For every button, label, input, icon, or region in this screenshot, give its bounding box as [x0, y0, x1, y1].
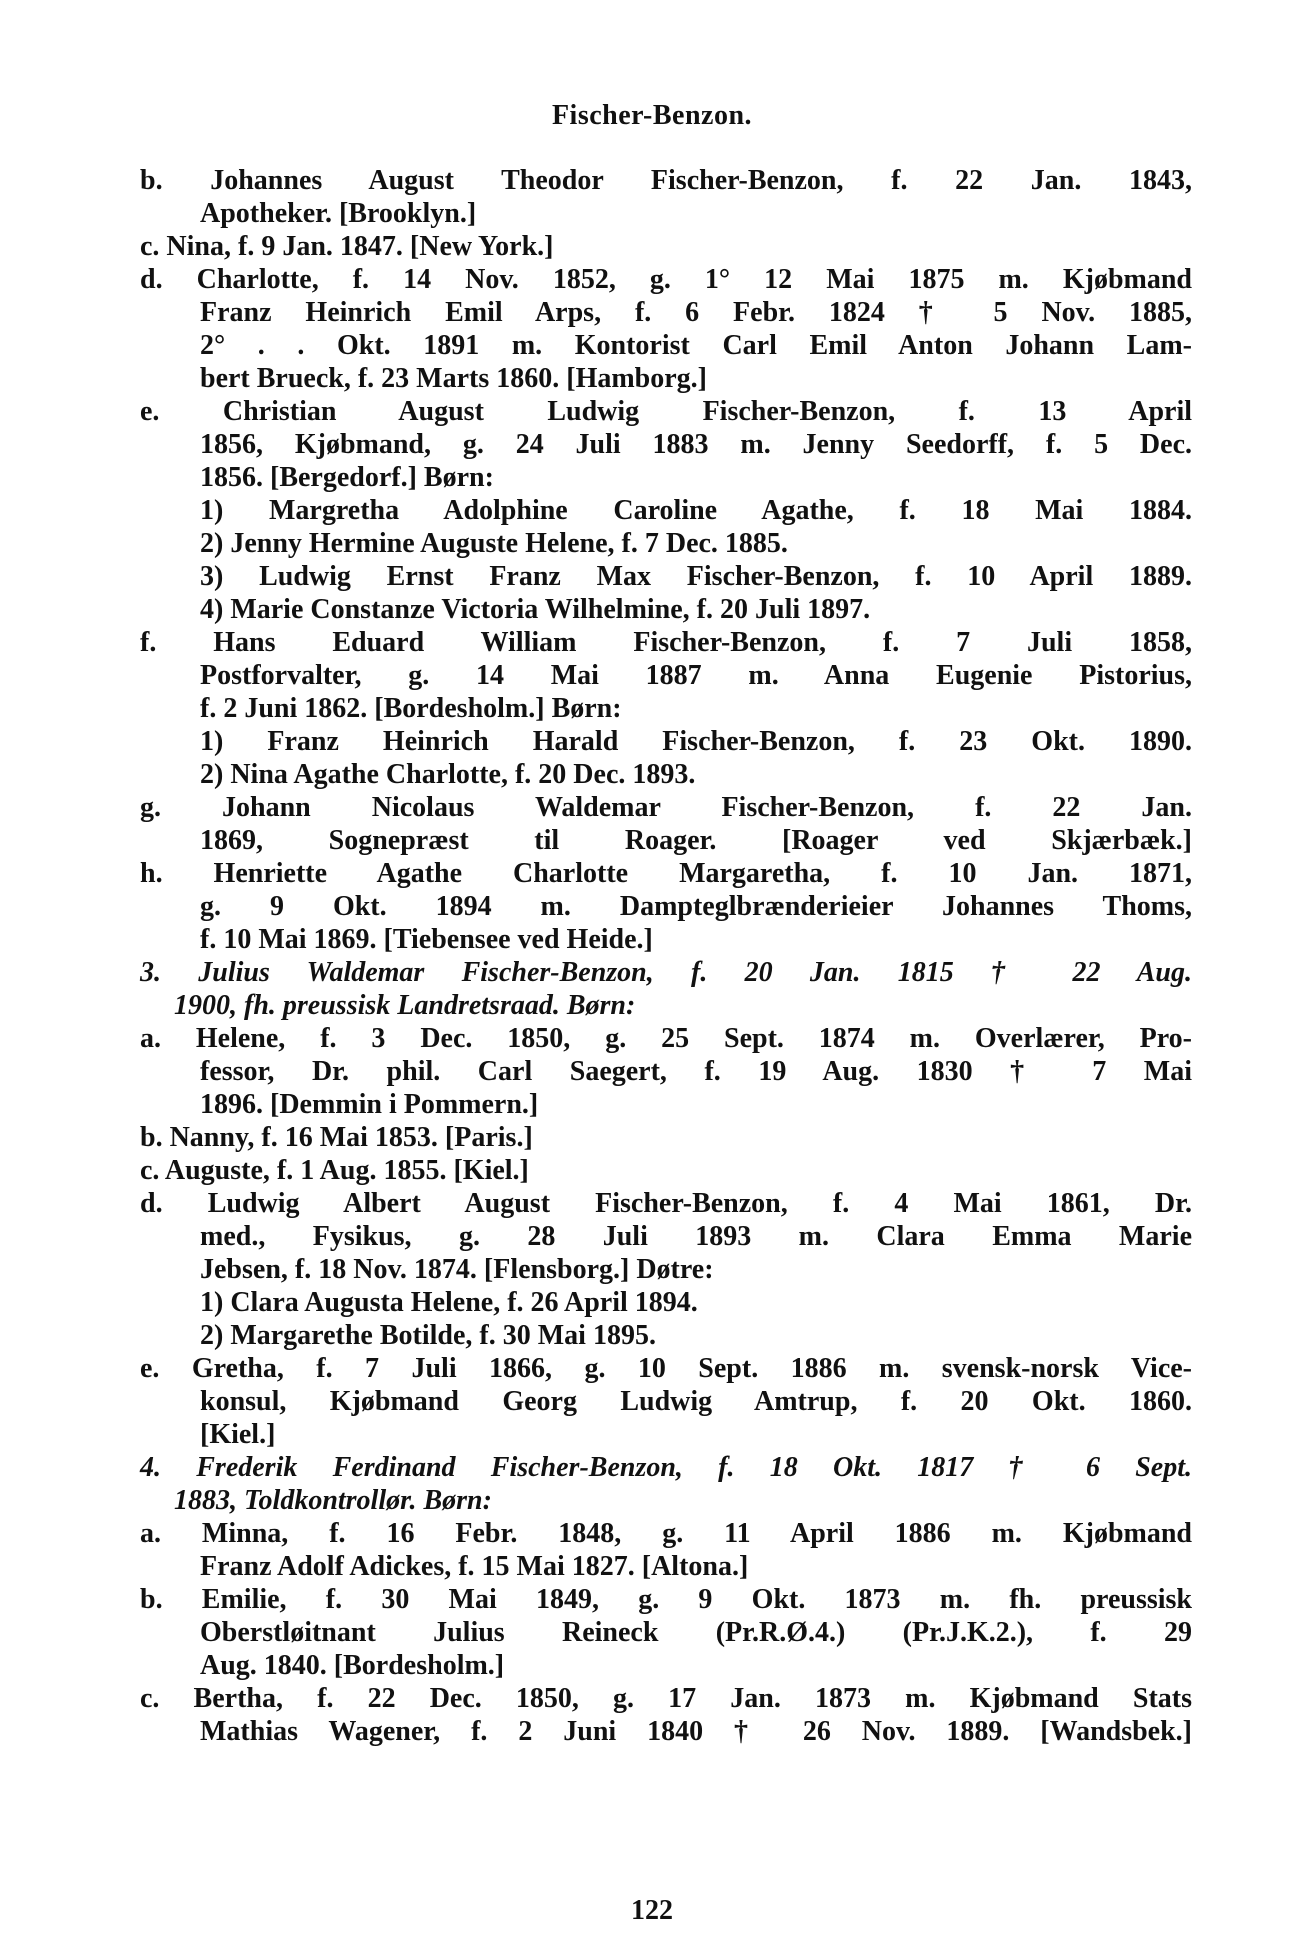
text-line: 1869, Sognepræst til Roager. [Roager ved Skjærbæk.] [200, 825, 1192, 856]
text-line: 1856, Kjøbmand, g. 24 Juli 1883 m. Jenny Seedorff, f. 5 Dec. [200, 429, 1192, 460]
text-line: e. Christian August Ludwig Fischer-Benzon, f. 13 April [140, 396, 1192, 427]
text-line: 4. Frederik Ferdinand Fischer-Benzon, f. 18 Okt. 1817 † 6 Sept. [140, 1452, 1192, 1483]
text-line: konsul, Kjøbmand Georg Ludwig Amtrup, f. 20 Okt. 1860. [200, 1386, 1192, 1417]
text-line: Mathias Wagener, f. 2 Juni 1840 † 26 Nov. 1889. [Wandsbek.] [200, 1716, 1192, 1747]
text-line: g. 9 Okt. 1894 m. Dampteglbrænderieier Johannes Thoms, [200, 891, 1192, 922]
text-line: Aug. 1840. [Bordesholm.] [200, 1650, 505, 1681]
text-line: Jebsen, f. 18 Nov. 1874. [Flensborg.] Døtre: [200, 1254, 714, 1285]
text-line: Franz Adolf Adickes, f. 15 Mai 1827. [Altona.] [200, 1551, 749, 1582]
text-line: 2° . . Okt. 1891 m. Kontorist Carl Emil Anton Johann Lam- [200, 330, 1192, 361]
text-line: 1) Clara Augusta Helene, f. 26 April 1894. [200, 1287, 698, 1318]
text-line: Franz Heinrich Emil Arps, f. 6 Febr. 1824 † 5 Nov. 1885, [200, 297, 1192, 328]
text-line: e. Gretha, f. 7 Juli 1866, g. 10 Sept. 1886 m. svensk-norsk Vice- [140, 1353, 1192, 1384]
text-line: g. Johann Nicolaus Waldemar Fischer-Benzon, f. 22 Jan. [140, 792, 1192, 823]
text-line: Postforvalter, g. 14 Mai 1887 m. Anna Eugenie Pistorius, [200, 660, 1192, 691]
page-number: 122 [631, 1895, 673, 1926]
text-line: c. Bertha, f. 22 Dec. 1850, g. 17 Jan. 1873 m. Kjøbmand Stats [140, 1683, 1192, 1714]
text-line: h. Henriette Agathe Charlotte Margaretha, f. 10 Jan. 1871, [140, 858, 1192, 889]
text-line: f. 2 Juni 1862. [Bordesholm.] Børn: [200, 693, 622, 724]
text-line: 2) Nina Agathe Charlotte, f. 20 Dec. 1893. [200, 759, 696, 790]
genealogy-text [140, 164, 1192, 1748]
text-line: b. Emilie, f. 30 Mai 1849, g. 9 Okt. 1873 m. fh. preussisk [140, 1584, 1192, 1615]
text-line: c. Auguste, f. 1 Aug. 1855. [Kiel.] [140, 1155, 529, 1186]
text-line: d. Ludwig Albert August Fischer-Benzon, f. 4 Mai 1861, Dr. [140, 1188, 1192, 1219]
text-line: 3. Julius Waldemar Fischer-Benzon, f. 20 Jan. 1815 † 22 Aug. [140, 957, 1192, 988]
text-line: a. Helene, f. 3 Dec. 1850, g. 25 Sept. 1874 m. Overlærer, Pro- [140, 1023, 1192, 1054]
text-line: 3) Ludwig Ernst Franz Max Fischer-Benzon, f. 10 April 1889. [200, 561, 1192, 592]
text-line: 1856. [Bergedorf.] Børn: [200, 462, 494, 493]
text-line: a. Minna, f. 16 Febr. 1848, g. 11 April 1886 m. Kjøbmand [140, 1518, 1192, 1549]
text-line: d. Charlotte, f. 14 Nov. 1852, g. 1° 12 Mai 1875 m. Kjøbmand [140, 264, 1192, 295]
text-line: 4) Marie Constanze Victoria Wilhelmine, f. 20 Juli 1897. [200, 594, 871, 625]
text-line: 1883, Toldkontrollør. Børn: [174, 1485, 492, 1516]
text-line: Apotheker. [Brooklyn.] [200, 198, 477, 229]
text-line: [Kiel.] [200, 1419, 276, 1450]
text-line: 1900, fh. preussisk Landretsraad. Børn: [174, 990, 636, 1021]
text-line: c. Nina, f. 9 Jan. 1847. [New York.] [140, 231, 554, 262]
text-line: fessor, Dr. phil. Carl Saegert, f. 19 Aug. 1830 † 7 Mai [200, 1056, 1192, 1087]
text-line: b. Nanny, f. 16 Mai 1853. [Paris.] [140, 1122, 533, 1153]
text-line: bert Brueck, f. 23 Marts 1860. [Hamborg.] [200, 363, 708, 394]
text-line: 2) Jenny Hermine Auguste Helene, f. 7 Dec. 1885. [200, 528, 788, 559]
text-line: Oberstløitnant Julius Reineck (Pr.R.Ø.4.) (Pr.J.K.2.), f. 29 [200, 1617, 1192, 1648]
text-line: b. Johannes August Theodor Fischer-Benzon, f. 22 Jan. 1843, [140, 165, 1192, 196]
running-header: Fischer-Benzon. [551, 100, 753, 131]
text-line: 1) Margretha Adolphine Caroline Agathe, f. 18 Mai 1884. [200, 495, 1192, 526]
text-line: med., Fysikus, g. 28 Juli 1893 m. Clara Emma Marie [200, 1221, 1192, 1252]
text-line: f. 10 Mai 1869. [Tiebensee ved Heide.] [200, 924, 653, 955]
text-line: 1896. [Demmin i Pommern.] [200, 1089, 539, 1120]
text-line: 1) Franz Heinrich Harald Fischer-Benzon, f. 23 Okt. 1890. [200, 726, 1192, 757]
text-line: 2) Margarethe Botilde, f. 30 Mai 1895. [200, 1320, 656, 1351]
text-line: f. Hans Eduard William Fischer-Benzon, f. 7 Juli 1858, [140, 627, 1192, 658]
